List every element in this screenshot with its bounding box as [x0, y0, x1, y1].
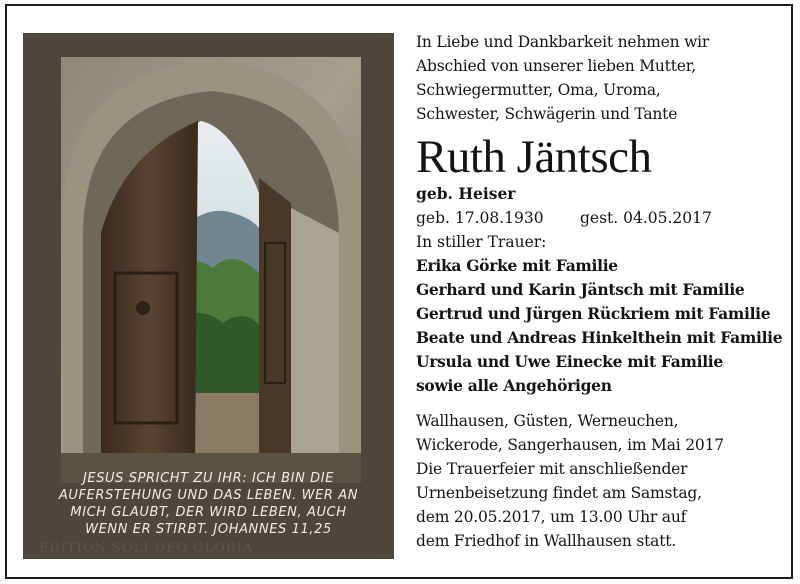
funeral-info — [416, 457, 786, 553]
place-and-date — [416, 409, 786, 457]
family-list — [416, 254, 786, 398]
death-date: gest. 04.05.2017 — [580, 209, 712, 227]
deceased-name: Ruth Jäntsch — [416, 131, 652, 183]
place-line: Wallhausen, Güsten, Werneuchen, — [416, 412, 679, 430]
verse-line: JESUS SPRICHT ZU IHR: ICH BIN DIE — [82, 471, 335, 486]
intro-line: Schwiegermutter, Oma, Uroma, — [416, 81, 661, 99]
family-entry: Ursula und Uwe Einecke mit Familie — [416, 352, 723, 371]
family-entry: Beate und Andreas Hinkelthein mit Familie — [416, 328, 783, 347]
intro-line: Abschied von unserer lieben Mutter, — [416, 57, 696, 75]
obituary-text — [416, 30, 786, 553]
intro-line: Schwester, Schwägerin und Tante — [416, 105, 678, 123]
intro-line: In Liebe und Dankbarkeit nehmen wir — [416, 33, 710, 51]
verse-line: MICH GLAUBT, DER WIRD LEBEN, AUCH — [70, 505, 347, 520]
ceremony-line: Die Trauerfeier mit anschließender — [416, 460, 688, 478]
ceremony-line: Urnenbeisetzung findet am Samstag, — [416, 484, 702, 502]
life-dates — [416, 206, 786, 230]
ceremony-line: dem Friedhof in Wallhausen statt. — [416, 532, 676, 550]
archway-door-photo — [23, 33, 394, 559]
mourning-label: In stiller Trauer: — [416, 233, 547, 251]
bible-verse — [23, 470, 394, 538]
family-entry: Gertrud und Jürgen Rückriem mit Familie — [416, 304, 771, 323]
family-entry: Gerhard und Karin Jäntsch mit Familie — [416, 280, 745, 299]
intro-paragraph — [416, 30, 786, 126]
family-entry: sowie alle Angehörigen — [416, 376, 612, 395]
verse-line: WENN ER STIRBT. JOHANNES 11,25 — [85, 522, 332, 537]
birth-date: geb. 17.08.1930 — [416, 209, 544, 227]
family-entry: Erika Görke mit Familie — [416, 256, 618, 275]
place-line: Wickerode, Sangerhausen, im Mai 2017 — [416, 436, 724, 454]
photo-watermark: EDITION SOLI DEO GLORIA — [39, 541, 254, 556]
verse-line: AUFERSTEHUNG UND DAS LEBEN. WER AN — [58, 488, 359, 503]
ceremony-line: dem 20.05.2017, um 13.00 Uhr auf — [416, 508, 687, 526]
maiden-name: geb. Heiser — [416, 184, 516, 203]
